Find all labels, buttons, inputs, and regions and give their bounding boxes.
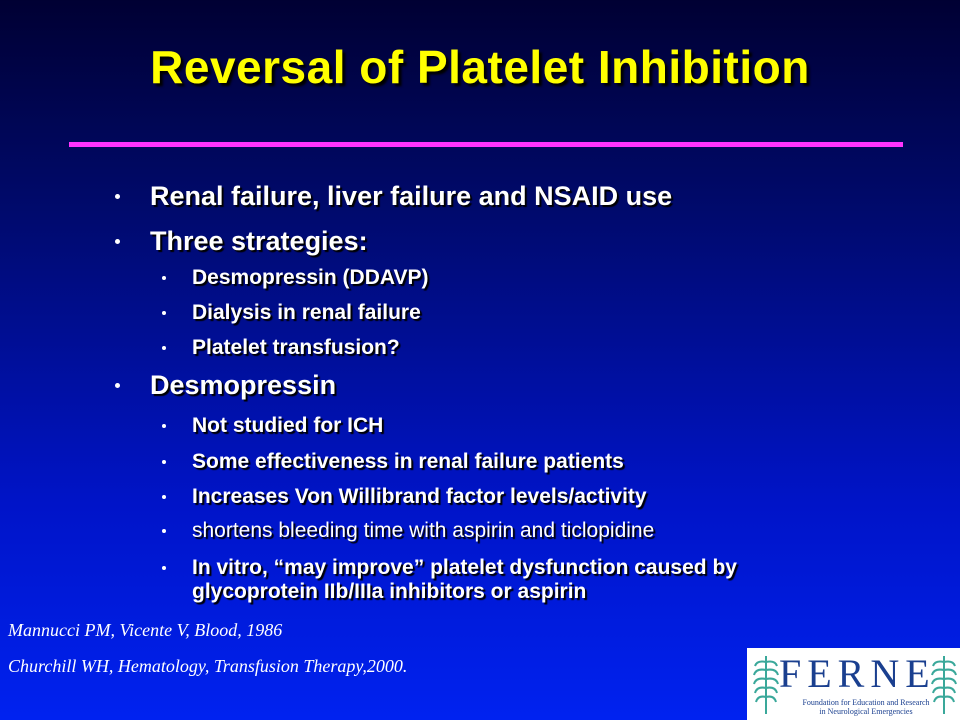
reference-citation: Mannucci PM, Vicente V, Blood, 1986 xyxy=(8,620,283,640)
sub-bullet-item xyxy=(192,301,421,325)
bullet-dot-icon xyxy=(162,424,166,428)
bullet-dot-icon xyxy=(162,566,166,570)
bullet-dot-icon xyxy=(162,495,166,499)
sub-bullet-text-continued: glycoprotein IIb/IIIa inhibitors or aspirin xyxy=(192,580,587,603)
bullet-dot-icon xyxy=(162,529,166,533)
slide-title: Reversal of Platelet Inhibition xyxy=(150,41,810,93)
sub-bullet-text: Platelet transfusion? xyxy=(192,336,400,359)
logo-tagline-line1: Foundation for Education and Research xyxy=(802,698,930,707)
sub-bullet-item xyxy=(192,485,647,509)
bullet-item xyxy=(150,370,336,401)
sub-bullet-text: shortens bleeding time with aspirin and ticlopidine xyxy=(192,519,655,542)
bullet-item xyxy=(150,181,672,212)
logo-tagline-line2: in Neurological Emergencies xyxy=(819,707,913,716)
logo-tagline xyxy=(791,698,941,716)
fern-leaf-icon xyxy=(753,652,779,716)
bullet-item xyxy=(150,226,368,257)
fern-leaf-icon xyxy=(931,652,957,716)
sub-bullet-text: In vitro, “may improve” platelet dysfunction caused by xyxy=(192,556,737,579)
logo-letters: FERNE xyxy=(779,651,936,696)
sub-bullet-text: Increases Von Willibrand factor levels/activity xyxy=(192,485,647,508)
bullet-text: Desmopressin xyxy=(150,370,337,400)
bullet-dot-icon xyxy=(162,460,166,464)
sub-bullet-item xyxy=(192,519,654,543)
title-divider xyxy=(69,142,903,147)
reference-citation: Churchill WH, Hematology, Transfusion Therapy,2000. xyxy=(8,656,408,676)
sub-bullet-item xyxy=(192,556,737,604)
sub-bullet-item xyxy=(192,450,624,474)
sub-bullet-item xyxy=(192,336,400,360)
bullet-dot-icon xyxy=(162,276,166,280)
ferne-logo xyxy=(747,648,960,720)
sub-bullet-text: Some effectiveness in renal failure patients xyxy=(192,450,624,473)
sub-bullet-text: Desmopressin (DDAVP) xyxy=(192,266,429,289)
bullet-dot-icon xyxy=(162,346,166,350)
sub-bullet-text: Dialysis in renal failure xyxy=(192,301,421,324)
sub-bullet-item xyxy=(192,414,383,438)
bullet-dot-icon xyxy=(115,239,120,244)
bullet-dot-icon xyxy=(115,383,120,388)
bullet-text: Three strategies: xyxy=(150,226,368,256)
sub-bullet-text: Not studied for ICH xyxy=(192,414,384,437)
sub-bullet-item xyxy=(192,266,429,290)
bullet-dot-icon xyxy=(162,311,166,315)
bullet-text: Renal failure, liver failure and NSAID use xyxy=(150,181,673,211)
bullet-dot-icon xyxy=(115,194,120,199)
